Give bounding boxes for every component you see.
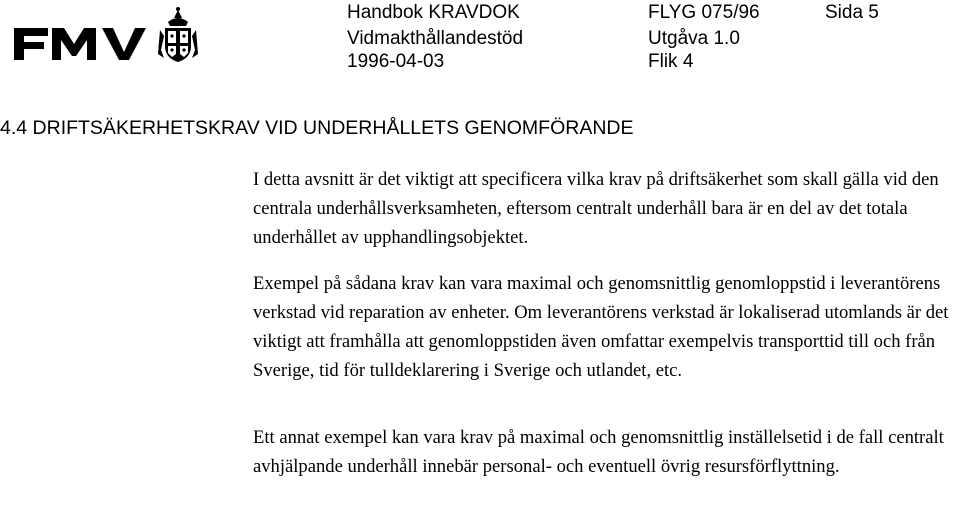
document-date: 1996-04-03: [347, 51, 445, 72]
tab-number: Flik 4: [648, 51, 694, 72]
section-title: 4.4 DRIFTSÄKERHETSKRAV VID UNDERHÅLLETS GENOMFÖRANDE: [0, 117, 634, 139]
document-number: FLYG 075/96: [648, 2, 760, 23]
paragraph-1: I detta avsnitt är det viktigt att specificera vilka krav på driftsäkerhet som skall gälla vid den centrala underhållsverksamheten, eftersom centralt underhåll bara är en del av det totala underhållet av upphandlingsobjektet.: [253, 169, 939, 248]
handbook-subtitle: Vidmakthållandestöd: [347, 28, 524, 49]
crest-icon: [158, 7, 198, 62]
page-number: Sida 5: [825, 2, 879, 23]
fmv-logo: [12, 6, 218, 64]
edition: Utgåva 1.0: [648, 28, 740, 49]
paragraph-2: Exempel på sådana krav kan vara maximal och genomsnittlig genomloppstid i leverantörens verkstad vid reparation av enheter. Om leverantörens verkstad är lokaliserad utomlands är det viktigt att framhålla att genomloppstiden även omfattar exempelvis transporttid till och från Sverige, tid för tulldeklarering i Sverige och utlandet, etc.: [253, 273, 949, 381]
paragraph-3: Ett annat exempel kan vara krav på maximal och genomsnittlig inställelsetid i de fall centralt avhjälpande underhåll innebär personal- och eventuell övrig resursförflyttning.: [253, 427, 944, 477]
handbook-name: Handbok KRAVDOK: [347, 2, 520, 23]
